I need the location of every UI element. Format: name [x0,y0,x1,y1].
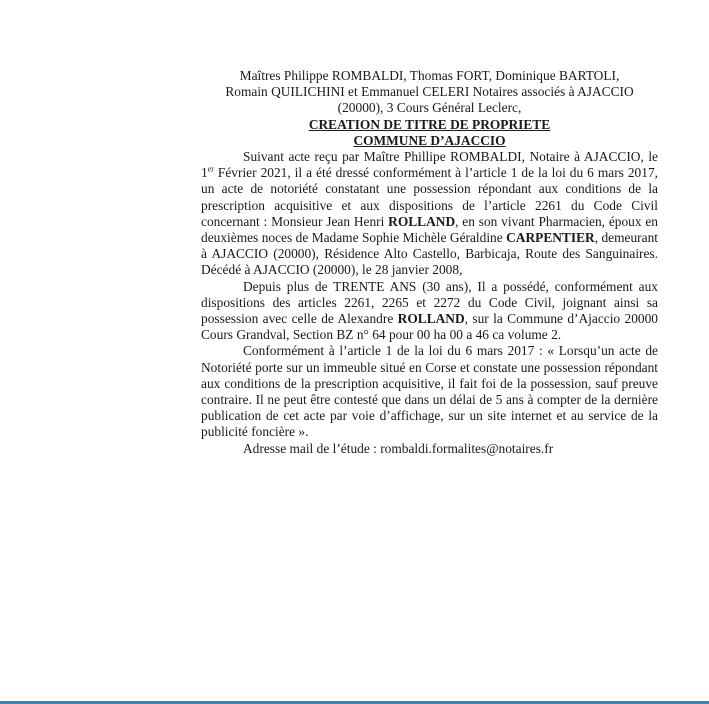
paragraph-deed-text-c: , en son vivant Pharmacien, époux en deuxièmes noces de Madame Sophie Michèle Géraldine [201,213,658,246]
paragraph-deed-text-d: , demeurant à AJACCIO (20000), Résidence Alto Castello, Barbicaja, Route des Sanguinaires. Décédé à AJACCIO (20000), le 28 janvier 2008, [201,230,658,278]
notaries-line-2: Romain QUILICHINI et Emmanuel CELERI Notaires associés à AJACCIO [225,84,634,100]
paragraph-deed-text-a: Suivant acte reçu par Maître Phillipe ROMBALDI, Notaire à AJACCIO, le 1 [201,149,658,181]
title-line-2: COMMUNE D’AJACCIO [353,132,506,148]
paragraph-law [201,343,658,440]
paragraph-possession [201,279,658,344]
surname-carpentier: CARPENTIER [506,230,595,246]
notaries-line-1: Maîtres Philippe ROMBALDI, Thomas FORT, Dominique BARTOLI, [239,68,620,83]
contact-email-text: Adresse mail de l’étude : rombaldi.formalites@notaires.fr [243,440,554,456]
paragraph-law-text: Conformément à l’article 1 de la loi du 6 mars 2017 : « Lorsqu’un acte de Notoriété porte sur un immeuble situé en Corse et constate une possession répondant aux conditions de la prescription acquisitive, il fait foi de la possession, sauf preuve contraire. Il ne peut être contesté que dans un délai de 5 ans à compter de la dernière publication de cet acte par voie d’affichage, sur un site internet et au service de la publicité foncière ». [201,343,658,440]
paragraph-possession-text-b: , sur la Commune d’Ajaccio 20000 Cours Grandval, Section BZ n° 64 pour 00 ha 00 a 46 ca volume 2. [201,311,658,343]
surname-rolland: ROLLAND [388,213,456,229]
paragraph-deed-text-b: Février 2021, il a été dressé conformément à l’article 1 de la loi du 6 mars 2017, un acte de notoriété constatant une possession répondant aux conditions de la prescription acquisitive et aux dispositions de l’article 2261 du Code Civil concernant : Monsieur Jean Henri [201,165,658,229]
notice-title [201,117,658,149]
contact-email-line [201,441,658,457]
paragraph-deed [201,149,658,279]
legal-notice [201,68,658,457]
notaries-line-3: (20000), 3 Cours Général Leclerc, [337,100,522,116]
ordinal-suffix: er [207,164,214,174]
surname-rolland-2: ROLLAND [397,311,465,327]
title-line-1: CREATION DE TITRE DE PROPRIETE [308,116,551,132]
notaries-header [201,68,658,117]
paragraph-possession-text-a: Depuis plus de TRENTE ANS (30 ans), Il a possédé, conformément aux dispositions des articles 2261, 2265 et 2272 du Code Civil, joignant ainsi sa possession avec celle de Alexandre [201,278,658,327]
